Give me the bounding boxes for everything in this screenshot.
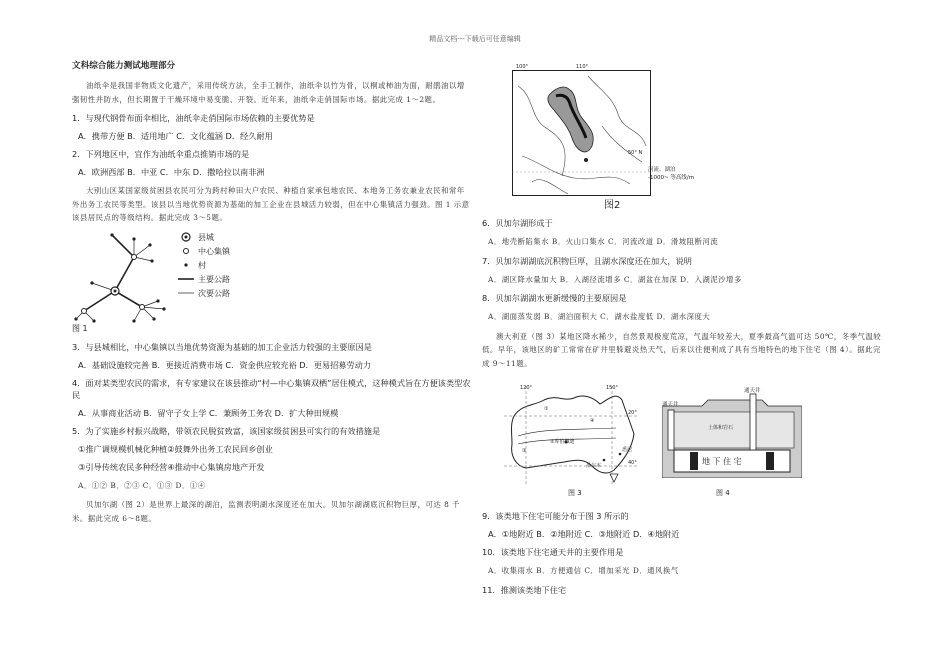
fig4-house-label: 地 下 住 宅 [702,457,742,466]
passage-2: 大别山区某国家级贫困县农民可分为跨村种田大户农民、种植自家承包地农民、本地务工务农兼业农民和常年外出务工农民等类型。该县以当地优势资源为基础的加工企业在县城活力较弱，但在中心集镇活力强劲。图 1 示意该县居民点的等级结构。据此完成 3～5题。 [72,186,470,222]
passage-4: 澳大利亚（图 3）某地区降水稀少，自然景观极度荒凉，气温年较差大，夏季最高气温可达 50℃，冬季气温较低。早年，该地区的矿工常常在矿井里躲避炎热天气，后来以往便利成了具有当地特色的地下住宅（图 4）。据此完成 9～11题。 [482,331,882,368]
figure-3-caption: 图 3 [568,489,582,497]
question-5-statements-2: ③引导传统农民多种经营④推动中心集镇房地产开发 [78,461,265,472]
question-2: 2．下列地区中，宜作为油纸伞重点推销市场的是 [72,149,250,159]
fig4-vent-left: 通天井 [662,402,679,408]
figure-1-legend [198,231,230,301]
fig3-label-1: ① [544,406,549,412]
question-8-options: A．湖面蒸发弱 B．湖泊面积大 C．湖水盐度低 D．湖水深度大 [488,312,711,321]
left-column [72,60,472,531]
fig2-lon-100: 100° [516,64,529,70]
fig3-lon-120: 120° [520,385,533,391]
fig3-label-sydney: 悉尼 [622,447,633,453]
question-3: 3．与县城相比，中心集镇以当地优势资源为基础的加工企业活力较强的主要原因是 [72,341,372,352]
fig4-vent-right: 通天井 [744,388,761,394]
figure-2-caption: 图2 [604,200,621,211]
question-6-options: A．地壳断陷集水 B．火山口集水 C．河流改道 D．滑坡阻断河流 [488,237,719,246]
fig2-legend-lake: 河流、湖泊 [648,167,676,173]
figure-4 [662,386,802,501]
question-4-options: A．从事商业活动 B．留守子女上学 C．兼顾务工务农 D．扩大种田规模 [78,407,339,418]
settlement-hierarchy-diagram [72,231,472,323]
question-9: 9．该类地下住宅可能分布于图 3 所示的 [482,511,629,521]
fig3-lon-150: 150° [606,385,619,391]
question-4: 4．面对某类型农民的需求，有专家建议在该县推动“村—中心集镇双栖”居住模式，这种模式旨在方便该类型农民 [72,377,471,400]
right-column [482,217,882,376]
section-title: 文科综合能力测试地理部分 [72,61,176,71]
fig3-label-melbourne: 墨尔本 [586,463,602,469]
legend-county: 县城 [198,232,214,242]
page-header: 精品文档---下载后可任意编辑 [429,35,521,43]
question-11: 11．推测该类地下住宅 [482,584,567,595]
question-5: 5．为了实施乡村振兴战略，带领农民脱贫致富，该国家级贫困县可实行的有效措施是 [72,425,381,436]
question-10-options: A．收集雨水 B．方便通信 C．增加采光 D．通风换气 [488,566,679,575]
fig2-legend-contour: -1000~ 等高线/m [648,175,695,181]
fig3-lat-40: 40° [628,460,637,466]
figure-2 [512,64,695,211]
question-6: 6．贝加尔湖形成于 [482,218,553,228]
question-5-options: A．①② B．②③ C．①③ D．①④ [78,480,206,490]
question-10: 10．该类地下住宅通天井的主要作用是 [482,547,624,557]
question-1-options: A．携带方便 B．适用地广 C．文化蕴涵 D．经久耐用 [78,131,273,141]
fig4-rock-label: 土体和岩石 [708,425,734,431]
fig3-lat-20: 20° [628,410,637,416]
question-1: 1．与现代钢骨布面伞相比，油纸伞走俏国际市场依赖的主要优势是 [72,113,315,123]
figure-3 [504,386,639,501]
town-symbol [184,248,189,253]
question-7: 7．贝加尔湖湖底沉积物巨厚，且湖水深度还在加大，说明 [482,255,692,266]
legend-minor-road: 次要公路 [198,288,230,298]
baikal-map [512,66,652,206]
question-2-options: A．欧洲西部 B．中亚 C．中东 D．撒哈拉以南非洲 [78,167,265,177]
fig2-lat-50: 50° N [628,150,643,156]
legend-village: 村 [198,260,206,270]
fig3-label-4: ④ [590,418,595,424]
village-symbol [184,263,187,266]
passage-3: 贝加尔湖（图 2）是世界上最深的湖泊，监测表明湖水深度还在加大。贝加尔湖湖底沉积物巨厚，可达 8 千米。据此完成 6～8题。 [72,500,461,523]
question-3-options: A．基础设施较完善 B．更接近消费市场 C．资金供应较充裕 D．更易招募劳动力 [78,359,372,370]
legend-main-road: 主要公路 [198,274,230,284]
fig3-label-3: ③ [522,448,527,454]
figure-1-caption: 图 1 [72,323,88,333]
question-5-statements-1: ①推广调规模机械化种植②鼓舞外出务工农民回乡创业 [78,443,273,454]
question-8: 8．贝加尔湖湖水更新缓慢的主要原因是 [482,293,627,303]
question-9-options: A．①地附近 B．②地附近 C．③地附近 D．④地附近 [488,529,680,539]
right-column-bottom [482,510,882,602]
fig2-legend [648,166,708,182]
figure-4-caption: 图 4 [716,489,730,497]
fig2-lon-110: 110° [576,64,589,70]
passage-1: 油纸伞是我国非物质文化遗产，采用传统方法，全手工制作，油纸伞以竹为骨，以桐或柿油为面，耐鹃油以增强韧性并防水，但长期置于干燥环境中易变脆、开裂。近年来，油纸伞走俏国际市场。据此完成 1～2题。 [72,81,465,104]
legend-town: 中心集镇 [198,246,230,256]
fig3-label-coober-pedy: ②库伯佩迪 [550,439,575,445]
question-7-options: A．湖区降水量加大 B．入湖径流增多 C．湖盆在加深 D．入湖泥沙增多 [488,274,742,284]
australia-map [504,386,639,486]
figure-1 [72,231,472,323]
